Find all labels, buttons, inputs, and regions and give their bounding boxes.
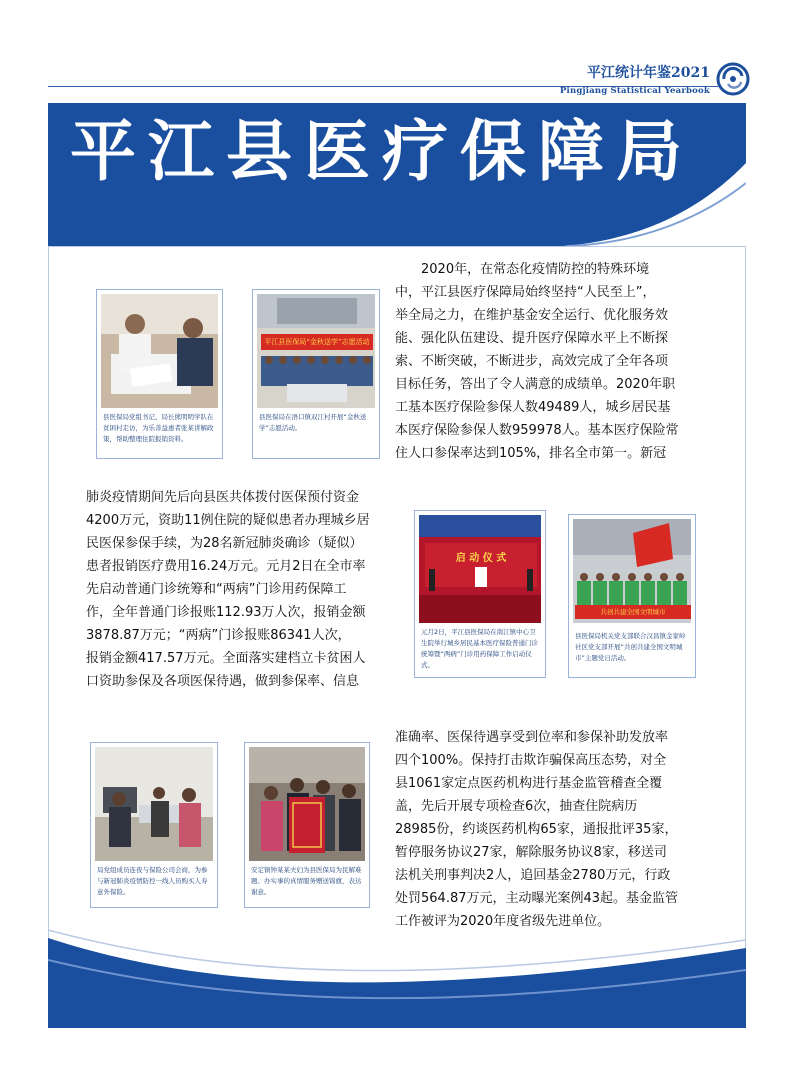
photo-card-launch-ceremony bbox=[414, 510, 546, 678]
text-line: 县1061家定点医药机构进行基金监管稽查全覆 bbox=[395, 776, 663, 791]
text-line: 四个100%。保持打击欺诈骗保高压态势，对全 bbox=[395, 753, 667, 768]
photo-card-volunteer bbox=[252, 289, 380, 459]
photo-caption: 县医保局机关党支部联合汉昌镇金家岭社区党支部开展“共创共建全国文明城市”主题党日活动。 bbox=[575, 632, 686, 662]
text-line: 民医保参保手续，为28名新冠肺炎确诊（疑似） bbox=[86, 536, 363, 551]
text-line: 28985份，约谈医药机构65家，通报批评35家， bbox=[395, 822, 678, 837]
photo-caption: 县医保局在浯口镇双江村开展“金秋送学”志愿活动。 bbox=[259, 413, 367, 432]
text-line: 索、不断突破，不断进步，高效完成了全年各项 bbox=[395, 354, 669, 369]
text-line: 处罚564.87万元，主动曝光案例43起。基金监管 bbox=[395, 891, 679, 906]
photo-card-civilization bbox=[568, 514, 696, 678]
photo-civilization bbox=[573, 519, 691, 623]
text-line: 报销金额417.57万元。全面落实建档立卡贫困人 bbox=[86, 651, 366, 666]
text-line: 肺炎疫情期间先后向县医共体拨付医保预付资金 bbox=[86, 490, 360, 505]
text-line: 3878.87万元；“两病”门诊报账86341人次， bbox=[86, 628, 351, 643]
photo-banner-text: 平江县医保局“金秋送学”志愿活动 bbox=[261, 334, 373, 350]
paragraph-covid bbox=[86, 486, 386, 693]
photo-caption: 元月2日，平江县医保局在南江镇中心卫生院举行城乡居民基本医疗保险普通门诊统筹暨“两病”门诊用药保障工作启动仪式。 bbox=[421, 628, 538, 669]
photo-home-visit bbox=[101, 294, 218, 408]
yearbook-logo-icon bbox=[716, 62, 750, 96]
photo-banner-text: 共创共建全国文明城市 bbox=[575, 605, 691, 619]
text-line: 准确率、医保待遇享受到位率和参保补助发放率 bbox=[395, 730, 669, 745]
text-line: 法机关刑事判决2人，追回基金2780万元，行政 bbox=[395, 868, 671, 883]
photo-caption: 安定镇钟某某夫妇为县医保局为民解难题、办实事的真情服务赠送锦旗，表达谢意。 bbox=[251, 866, 362, 896]
photo-banner-text: 启 动 仪 式 bbox=[455, 553, 507, 564]
page-title: 平江县医疗保障局 bbox=[70, 112, 694, 190]
photo-insurance-meeting bbox=[95, 747, 213, 861]
photo-caption: 局党组成员连夜与保险公司会商，为参与新冠肺炎疫情防控一线人员购买人寿意外保险。 bbox=[97, 866, 208, 896]
text-line: 2020年，在常态化疫情防控的特殊环境 bbox=[395, 262, 650, 277]
text-line: 口资助参保及各项医保待遇，做到参保率、信息 bbox=[86, 674, 360, 689]
text-line: 作，全年普通门诊报账112.93万人次，报销金额 bbox=[86, 605, 366, 620]
text-line: 盖，先后开展专项检查6次，抽查住院病历 bbox=[395, 799, 638, 814]
paragraph-intro bbox=[395, 258, 710, 465]
yearbook-title: 平江统计年鉴2021 bbox=[587, 65, 710, 81]
text-line: 目标任务，答出了令人满意的成绩单。2020年职 bbox=[395, 377, 676, 392]
text-line: 暂停服务协议27家，解除服务协议8家，移送司 bbox=[395, 845, 667, 860]
photo-launch-ceremony bbox=[419, 515, 541, 623]
text-line: 先启动普通门诊统筹和“两病”门诊用药保障工 bbox=[86, 582, 347, 597]
photo-volunteer bbox=[257, 294, 375, 408]
text-line: 本医疗保险参保人数959978人。基本医疗保险常 bbox=[395, 423, 679, 438]
yearbook-subtitle: Pingjiang Statistical Yearbook bbox=[559, 86, 710, 96]
text-line: 住人口参保率达到105%，排名全市第一。新冠 bbox=[395, 446, 667, 461]
photo-caption: 县医保局党组书记、局长熊明明学队在贫困村走访，为乐善益惠者张某讲解政策，帮助整理住院报销资料。 bbox=[103, 413, 214, 443]
text-line: 能、强化队伍建设、提升医疗保障水平上不断探 bbox=[395, 331, 669, 346]
text-line: 中，平江县医疗保障局始终坚持“人民至上”， bbox=[395, 285, 656, 300]
text-line: 举全局之力，在维护基金安全运行、优化服务效 bbox=[395, 308, 669, 323]
text-line: 4200万元，资助11例住院的疑似患者办理城乡居 bbox=[86, 513, 370, 528]
photo-card-insurance-meeting bbox=[90, 742, 218, 908]
bottom-wave-decoration bbox=[48, 900, 746, 1028]
photo-card-silk-banner bbox=[244, 742, 370, 908]
text-line: 工基本医疗保险参保人数49489人，城乡居民基 bbox=[395, 400, 671, 415]
text-line: 患者报销医疗费用16.24万元。元月2日在全市率 bbox=[86, 559, 366, 574]
text-line: 工作被评为2020年度省级先进单位。 bbox=[395, 914, 611, 929]
photo-card-home-visit bbox=[96, 289, 223, 459]
photo-silk-banner bbox=[249, 747, 365, 861]
